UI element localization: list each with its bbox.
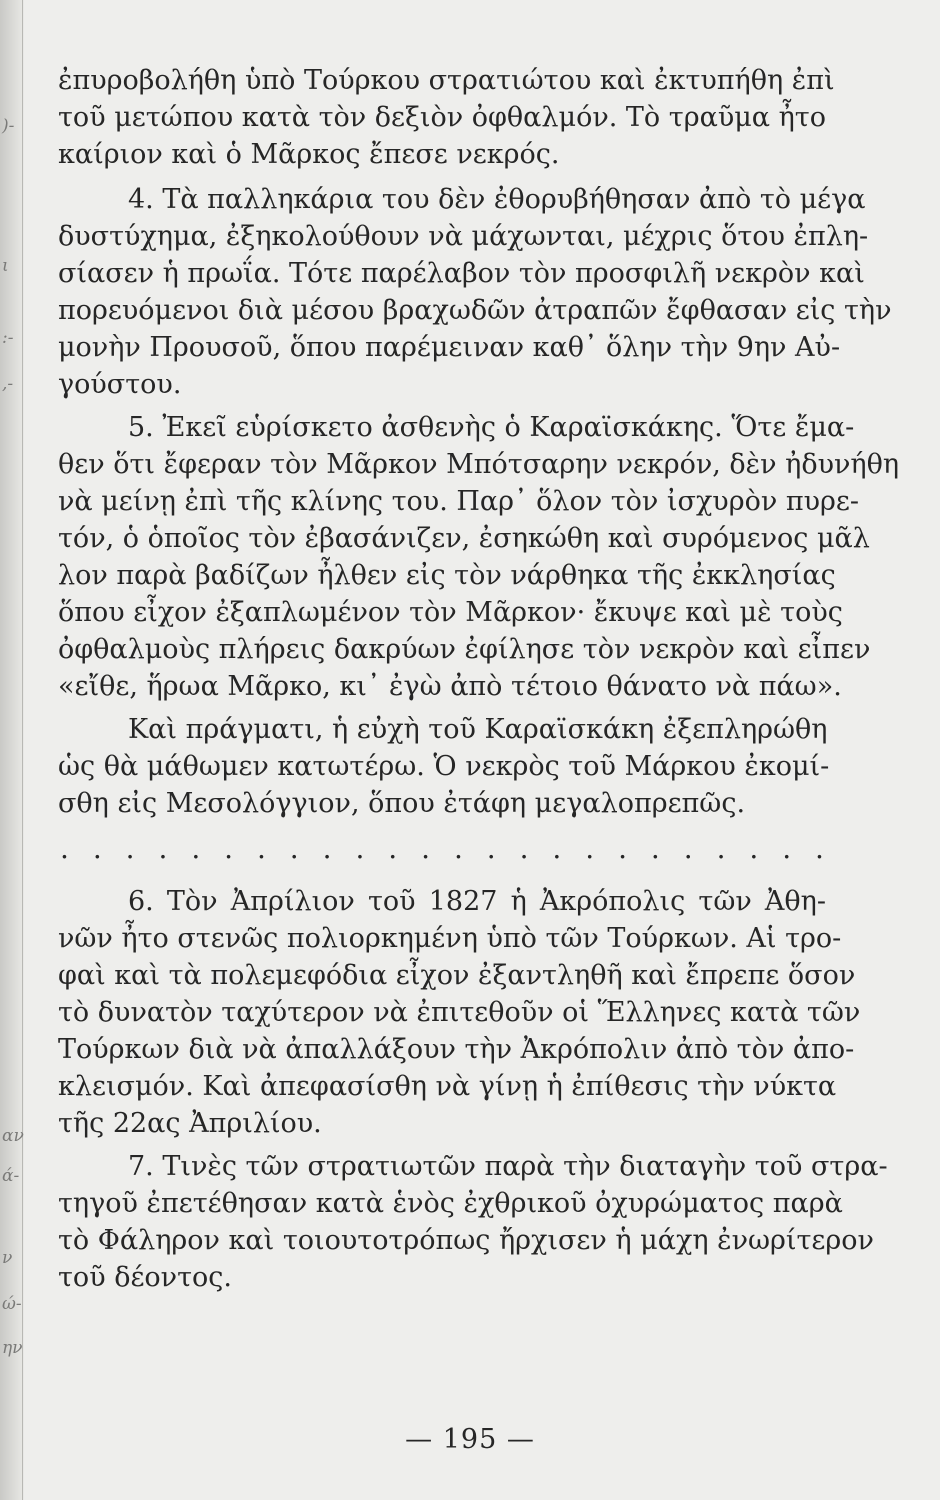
text-line: τοῦ δέοντος.	[58, 1262, 232, 1293]
book-gutter-line	[22, 0, 23, 1500]
margin-fragment: :-	[2, 328, 14, 348]
text-line: τὸ Φάληρον καὶ τοιουτοτρόπως ἤρχισεν ἡ μάχη ἐνωρίτερον	[58, 1225, 874, 1256]
text-line: 7. Τινὲς τῶν στρατιωτῶν παρὰ τὴν διαταγὴν τοῦ στρα-	[128, 1151, 888, 1182]
text-line: τὸ δυνατὸν ταχύτερον νὰ ἐπιτεθοῦν οἱ Ἕλληνες κατὰ τῶν	[58, 997, 861, 1028]
margin-fragment: αν	[2, 1126, 24, 1146]
text-line: ἐπυροβολήθη ὑπὸ Τούρκου στρατιώτου καὶ ἐκτυπήθη ἐπὶ	[58, 65, 835, 96]
text-line: ὀφθαλμοὺς πλήρεις δακρύων ἐφίλησε τὸν νεκρὸν καὶ εἶπεν	[58, 634, 871, 665]
paragraph-continuation-2	[58, 711, 830, 822]
page-number: — 195 —	[405, 1424, 535, 1455]
text-line: νῶν ἦτο στενῶς πολιορκημένη ὑπὸ τῶν Τούρκων. Αἱ τρο-	[58, 923, 842, 954]
text-line: καίριον καὶ ὁ Μᾶρκος ἔπεσε νεκρός.	[58, 139, 560, 170]
text-line: σίασεν ἡ πρωΐα. Τότε παρέλαβον τὸν προσφιλῆ νεκρὸν καὶ	[58, 258, 865, 289]
margin-fragment: ,-	[2, 374, 14, 394]
text-line: τῆς 22ας Ἀπριλίου.	[58, 1108, 322, 1139]
paragraph-4	[58, 181, 892, 403]
section-break-dots: . . . . . . . . . . . . . . . . . . . . . . . .	[60, 832, 824, 865]
text-line: σθη εἰς Μεσολόγγιον, ὅπου ἐτάφη μεγαλοπρεπῶς.	[58, 788, 746, 819]
text-line: γούστου.	[58, 369, 182, 400]
text-line: κλεισμόν. Καὶ ἀπεφασίσθη νὰ γίνῃ ἡ ἐπίθεσις τὴν νύκτα	[58, 1071, 837, 1102]
text-line: «εἴθε, ἥρωα Μᾶρκο, κι᾿ ἐγὼ ἀπὸ τέτοιο θάνατο νὰ πάω».	[58, 671, 842, 702]
paragraph-continuation	[58, 62, 835, 173]
margin-fragment: ν	[2, 1248, 13, 1268]
margin-fragment: ά-	[2, 1166, 20, 1186]
book-spine-shadow	[0, 0, 24, 1500]
text-line: ὡς θὰ μάθωμεν κατωτέρω. Ὁ νεκρὸς τοῦ Μάρκου ἐκομί-	[58, 751, 830, 782]
margin-fragment: )-	[2, 116, 15, 136]
text-line: Καὶ πράγματι, ἡ εὐχὴ τοῦ Καραϊσκάκη ἐξεπληρώθη	[128, 714, 828, 745]
text-line: φαὶ καὶ τὰ πολεμεφόδια εἶχον ἐξαντληθῆ καὶ ἔπρεπε ὅσον	[58, 960, 856, 991]
text-line: νὰ μείνῃ ἐπὶ τῆς κλίνης του. Παρ᾿ ὅλον τὸν ἰσχυρὸν πυρε-	[58, 486, 859, 517]
paragraph-7	[58, 1148, 888, 1296]
text-line: Τούρκων διὰ νὰ ἀπαλλάξουν τὴν Ἀκρόπολιν ἀπὸ τὸν ἀπο-	[58, 1034, 855, 1065]
text-line: μονὴν Προυσοῦ, ὅπου παρέμειναν καθ᾿ ὅλην τὴν 9ην Αὐ-	[58, 332, 841, 363]
text-line: λον παρὰ βαδίζων ἦλθεν εἰς τὸν νάρθηκα τῆς ἐκκλησίας	[58, 560, 836, 591]
text-line: τοῦ μετώπου κατὰ τὸν δεξιὸν ὀφθαλμόν. Τὸ τραῦμα ἦτο	[58, 102, 826, 133]
text-line: πορευόμενοι διὰ μέσου βραχωδῶν ἀτραπῶν ἔφθασαν εἰς τὴν	[58, 295, 892, 326]
text-line: 4. Τὰ παλληκάρια του δὲν ἐθορυβήθησαν ἀπὸ τὸ μέγα	[128, 184, 866, 215]
margin-fragment: ώ-	[2, 1294, 22, 1314]
text-line: θεν ὅτι ἔφεραν τὸν Μᾶρκον Μπότσαρην νεκρόν, δὲν ἠδυνήθη	[58, 449, 900, 480]
margin-fragment: ην	[2, 1338, 23, 1358]
text-line: τηγοῦ ἐπετέθησαν κατὰ ἑνὸς ἐχθρικοῦ ὀχυρώματος παρὰ	[58, 1188, 843, 1219]
text-line: δυστύχημα, ἐξηκολούθουν νὰ μάχωνται, μέχρις ὅτου ἐπλη-	[58, 221, 869, 252]
text-line: ὅπου εἶχον ἐξαπλωμένον τὸν Μᾶρκον· ἔκυψε καὶ μὲ τοὺς	[58, 597, 843, 628]
text-line: τόν, ὁ ὁποῖος τὸν ἐβασάνιζεν, ἐσηκώθη καὶ συρόμενος μᾶλ	[58, 523, 870, 554]
text-line: 6. Τὸν Ἀπρίλιον τοῦ 1827 ἡ Ἀκρόπολις τῶν Ἀθη-	[128, 886, 826, 917]
margin-fragment: ι	[2, 256, 9, 276]
paragraph-5	[58, 409, 900, 705]
text-line: 5. Ἐκεῖ εὑρίσκετο ἀσθενὴς ὁ Καραϊσκάκης. Ὅτε ἔμα-	[128, 412, 855, 443]
paragraph-6	[58, 883, 861, 1142]
page-text	[58, 62, 900, 1296]
